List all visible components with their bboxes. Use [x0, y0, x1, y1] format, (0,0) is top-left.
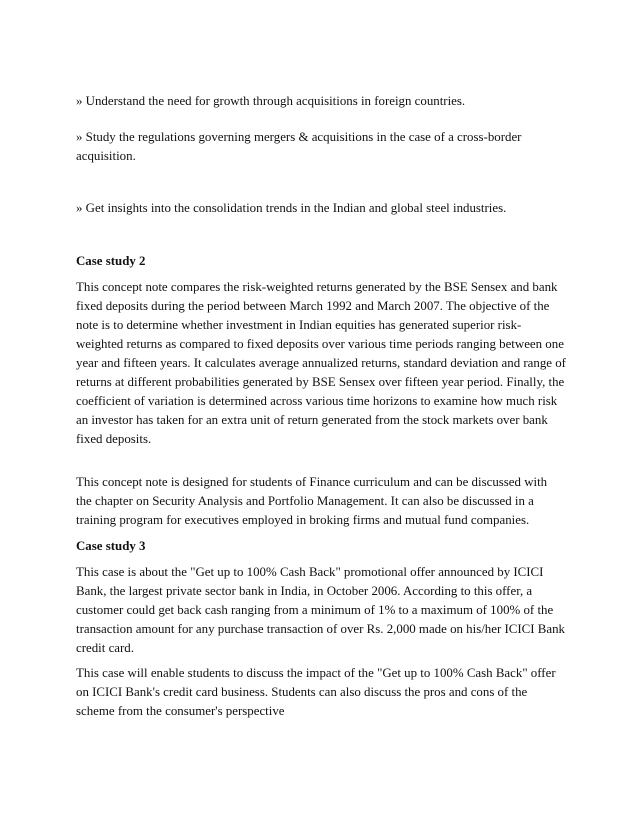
case-study-3-paragraph-2: This case will enable students to discuss the impact of the "Get up to 100% Cash Back" offer on ICICI Bank's credit card business. Students can also discuss the pros and cons of the scheme from the consumer's perspective — [76, 666, 556, 718]
case-study-3-paragraph-1: This case is about the "Get up to 100% Cash Back" promotional offer announced by ICICI Bank, the largest private sector bank in India, in October 2006. According to this offer, a customer could get back cash ranging from a minimum of 1% to a maximum of 100% of the transaction amount for any purchase transaction of over Rs. 2,000 made on his/her ICICI Bank credit card. — [76, 565, 566, 655]
case-study-2-paragraph-1: This concept note compares the risk-weighted returns generated by the BSE Sensex and bank fixed deposits during the period between March 1992 and March 2007. The objective of the note is to determine whether investment in Indian equities has generated superior risk-weighted returns as compared to fixed deposits over various time periods ranging between one year and fifteen years. It calculates average annualized returns, standard deviation and range of returns at different probabilities generated by BSE Sensex over fifteen year period. Finally, the coefficient of variation is determined across various time horizons to examine how much risk an investor has taken for an extra unit of return generated from the stock markets over bank fixed deposits. — [76, 280, 566, 446]
bullet-regulations: » Study the regulations governing mergers & acquisitions in the case of a cross-border acquisition. — [76, 130, 522, 163]
case-study-3-heading: Case study 3 — [76, 539, 146, 553]
bullet-growth-acquisitions: » Understand the need for growth through acquisitions in foreign countries. — [76, 94, 466, 108]
case-study-2-heading: Case study 2 — [76, 254, 146, 268]
bullet-consolidation-trends: » Get insights into the consolidation trends in the Indian and global steel industries. — [76, 201, 507, 215]
case-study-2-paragraph-2: This concept note is designed for students of Finance curriculum and can be discussed with the chapter on Security Analysis and Portfolio Management. It can also be discussed in a training program for executives employed in broking firms and mutual fund companies. — [76, 475, 548, 527]
